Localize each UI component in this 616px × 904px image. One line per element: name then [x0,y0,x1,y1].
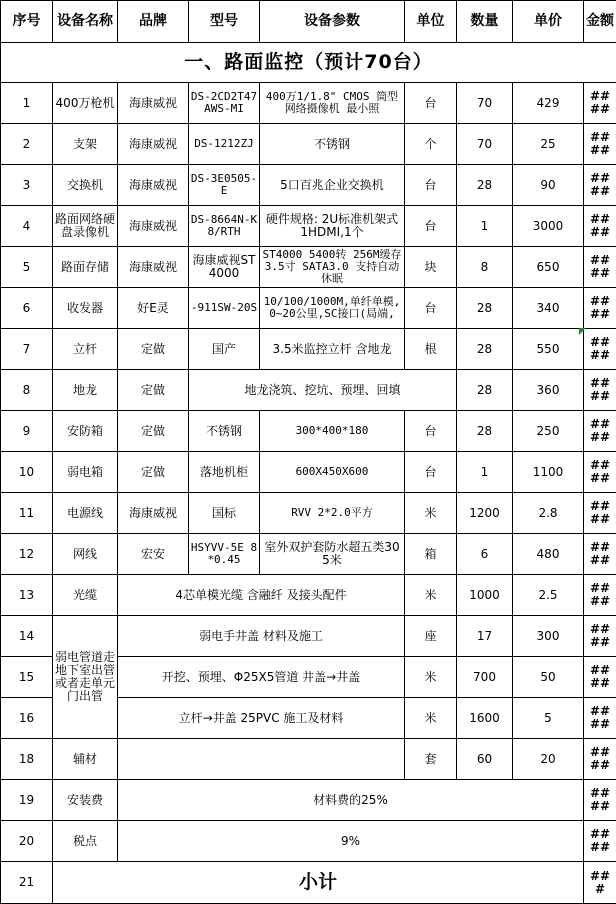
cell-name[interactable]: 路面网络硬盘录像机 [53,206,118,247]
table-row [1,247,616,288]
cell-name[interactable]: 交换机 [53,165,118,206]
cell-amount[interactable]: #### [584,534,616,575]
cell-no[interactable]: 13 [1,575,53,616]
cell-price[interactable]: 2.5 [513,575,584,616]
cell-unit[interactable]: 根 [405,329,457,370]
table-row [1,329,616,370]
cell-name[interactable]: 支架 [53,124,118,165]
cell-name[interactable]: 弱电箱 [53,452,118,493]
cell-name[interactable]: 400万枪机 [53,83,118,124]
cell-no[interactable]: 2 [1,124,53,165]
header-row [1,1,616,43]
cell-brand[interactable]: 宏安 [118,534,189,575]
table-row [1,206,616,247]
cell-unit[interactable]: 套 [405,739,457,780]
cell-spec[interactable]: 硬件规格: 2U标准机架式 1HDMI,1个 [260,206,405,247]
cell-no[interactable]: 8 [1,370,53,411]
cell-price[interactable]: 90 [513,165,584,206]
cell-amount[interactable]: #### [584,370,616,411]
cell-name[interactable]: 税点 [53,821,118,862]
cell-amount[interactable]: #### [584,657,616,698]
cell-unit[interactable]: 座 [405,616,457,657]
cell-spec[interactable]: 5口百兆企业交换机 [260,165,405,206]
cell-name[interactable]: 网线 [53,534,118,575]
cell-name[interactable]: 安防箱 [53,411,118,452]
cell-model[interactable]: DS-3E0505-E [189,165,260,206]
cell-brand[interactable]: 海康威视 [118,165,189,206]
cell-amount[interactable]: #### [584,288,616,329]
cell-unit[interactable]: 台 [405,206,457,247]
table-row [1,165,616,206]
comment-flag-icon [579,328,586,335]
header-cell[interactable]: 序号 [1,1,53,43]
cell-unit[interactable]: 台 [405,452,457,493]
table-row [1,288,616,329]
cell-price[interactable]: 340 [513,288,584,329]
cell-brand[interactable]: 海康威视 [118,124,189,165]
cell-amount[interactable]: #### [584,493,616,534]
table-row [1,411,616,452]
cell-unit[interactable]: 台 [405,288,457,329]
cell-unit[interactable]: 个 [405,124,457,165]
cell-merged-desc[interactable]: 弱电手井盖 材料及施工 [118,616,405,657]
subtotal-row [1,862,616,904]
cell-no[interactable]: 7 [1,329,53,370]
cell-no[interactable]: 14 [1,616,53,657]
cell-price[interactable]: 250 [513,411,584,452]
cell-price[interactable]: 3000 [513,206,584,247]
cell-model[interactable]: 海康威视ST4000 [189,247,260,288]
cell-no[interactable]: 20 [1,821,53,862]
cell-price[interactable]: 20 [513,739,584,780]
cell-unit[interactable]: 箱 [405,534,457,575]
cell-merged-desc[interactable] [118,739,405,780]
cell-merged-desc[interactable]: 4芯单模光缆 含融纤 及接头配件 [118,575,405,616]
cell-no[interactable]: 16 [1,698,53,739]
cell-name[interactable]: 电源线 [53,493,118,534]
cell-name[interactable]: 安装费 [53,780,118,821]
cell-amount[interactable]: #### [584,821,616,862]
table-row [1,83,616,124]
cell-spec[interactable]: ST4000 5400转 256M缓存 3.5寸 SATA3.0 支持自动休眠 [260,247,405,288]
cell-unit[interactable]: 块 [405,247,457,288]
cell-unit[interactable]: 台 [405,83,457,124]
header-cell[interactable]: 设备名称 [53,1,118,43]
cell-qty[interactable]: 28 [457,411,513,452]
cell-amount[interactable]: #### [584,83,616,124]
section-row [1,43,616,83]
cell-no[interactable]: 5 [1,247,53,288]
header-cell[interactable]: 金额 [584,1,616,43]
cell-amount[interactable]: #### [584,247,616,288]
cell-price[interactable]: 550 [513,329,584,370]
header-cell[interactable]: 数量 [457,1,513,43]
header-cell[interactable]: 单价 [513,1,584,43]
cell-price[interactable]: 2.8 [513,493,584,534]
cell-qty[interactable]: 1600 [457,698,513,739]
cell-model[interactable]: 国标 [189,493,260,534]
cell-qty[interactable]: 1 [457,206,513,247]
cell-qty[interactable]: 1000 [457,575,513,616]
cell-no[interactable]: 6 [1,288,53,329]
cell-model[interactable]: DS-8664N-K8/RTH [189,206,260,247]
cell-qty[interactable]: 6 [457,534,513,575]
cell-spec[interactable]: RVV 2*2.0平方 [260,493,405,534]
cell-unit[interactable]: 米 [405,698,457,739]
cell-model[interactable]: 落地机柜 [189,452,260,493]
cell-name-group[interactable]: 弱电管道走地下室出管或者走单元门出管 [53,616,118,739]
cell-model[interactable]: DS-1212ZJ [189,124,260,165]
cell-name[interactable]: 收发器 [53,288,118,329]
cell-amount[interactable]: #### [584,739,616,780]
cell-model[interactable]: 不锈钢 [189,411,260,452]
cell-merged-desc[interactable]: 9% [118,821,584,862]
cell-merged-desc[interactable]: 开挖、预埋、Φ25X5管道 井盖→井盖 [118,657,405,698]
cell-amount[interactable]: #### [584,165,616,206]
cell-brand[interactable]: 定做 [118,452,189,493]
cell-no[interactable]: 12 [1,534,53,575]
header-cell[interactable]: 型号 [189,1,260,43]
cell-name[interactable]: 光缆 [53,575,118,616]
cell-brand[interactable]: 海康威视 [118,493,189,534]
cell-unit[interactable]: 台 [405,165,457,206]
cell-merged-desc[interactable]: 材料费的25% [118,780,584,821]
header-cell[interactable]: 设备参数 [260,1,405,43]
cell-unit[interactable]: 米 [405,657,457,698]
cell-price[interactable]: 1100 [513,452,584,493]
cell-qty[interactable]: 60 [457,739,513,780]
cell-merged-desc[interactable]: 地龙浇筑、挖坑、预埋、回填 [189,370,457,411]
cell-qty[interactable]: 17 [457,616,513,657]
cell-unit[interactable]: 台 [405,411,457,452]
table-row [1,616,616,657]
cell-amount[interactable]: #### [584,452,616,493]
cell-price[interactable]: 429 [513,83,584,124]
cell-qty[interactable]: 70 [457,83,513,124]
cell-model[interactable]: HSYVV-5E 8*0.45 [189,534,260,575]
table-row [1,452,616,493]
cell-price[interactable]: 5 [513,698,584,739]
cell-spec[interactable]: 不锈钢 [260,124,405,165]
cell-amount[interactable]: #### [584,411,616,452]
table-row [1,575,616,616]
cell-qty[interactable]: 70 [457,124,513,165]
cell-amount[interactable]: #### [584,575,616,616]
cell-price[interactable]: 480 [513,534,584,575]
cell-unit[interactable]: 米 [405,493,457,534]
cell-no[interactable]: 18 [1,739,53,780]
cell-qty[interactable]: 28 [457,288,513,329]
cell-brand[interactable]: 海康威视 [118,83,189,124]
cell-no[interactable]: 11 [1,493,53,534]
cell-qty[interactable]: 1200 [457,493,513,534]
cell-brand[interactable]: 海康威视 [118,206,189,247]
cell-spec[interactable]: 10/100/1000M,单纤单模,0~20公里,SC接口(局端, [260,288,405,329]
cell-spec[interactable]: 300*400*180 [260,411,405,452]
cell-price[interactable]: 25 [513,124,584,165]
cell-model[interactable]: -911SW-20S [189,288,260,329]
cell-price[interactable]: 360 [513,370,584,411]
cell-model[interactable]: DS-2CD2T47AWS-MI [189,83,260,124]
table-row [1,739,616,780]
cell-merged-desc[interactable]: 立杆→井盖 25PVC 施工及材料 [118,698,405,739]
cell-spec[interactable]: 室外双护套防水超五类305米 [260,534,405,575]
table-row [1,821,616,862]
cell-brand[interactable]: 好E灵 [118,288,189,329]
cell-no[interactable]: 9 [1,411,53,452]
table-row [1,493,616,534]
cell-model[interactable]: 国产 [189,329,260,370]
cell-brand[interactable]: 定做 [118,411,189,452]
cell-no[interactable]: 15 [1,657,53,698]
cell-no[interactable]: 1 [1,83,53,124]
subtotal-label[interactable]: 小计 [53,862,584,904]
cell-price[interactable]: 50 [513,657,584,698]
table-row [1,534,616,575]
cell-spec[interactable]: 600X450X600 [260,452,405,493]
cell-price[interactable]: 650 [513,247,584,288]
cell-name[interactable]: 路面存储 [53,247,118,288]
cell-brand[interactable]: 定做 [118,370,189,411]
cell-no[interactable]: 10 [1,452,53,493]
cell-qty[interactable]: 8 [457,247,513,288]
cell-brand[interactable]: 定做 [118,329,189,370]
table-row [1,124,616,165]
subtotal-amount[interactable]: ### [584,862,616,904]
cell-qty[interactable]: 28 [457,165,513,206]
cell-amount[interactable]: #### [584,616,616,657]
cell-name[interactable]: 地龙 [53,370,118,411]
section-title[interactable]: 一、路面监控（预计70台） [1,43,616,83]
cell-amount[interactable]: #### [584,780,616,821]
table-row [1,780,616,821]
cell-price[interactable]: 300 [513,616,584,657]
cell-name[interactable]: 立杆 [53,329,118,370]
cell-no[interactable]: 19 [1,780,53,821]
cell-name[interactable]: 辅材 [53,739,118,780]
cell-amount[interactable]: #### [584,329,616,370]
cell-spec[interactable]: 3.5米监控立杆 含地龙 [260,329,405,370]
cell-qty[interactable]: 700 [457,657,513,698]
header-cell[interactable]: 单位 [405,1,457,43]
cell-brand[interactable]: 海康威视 [118,247,189,288]
cell-no[interactable]: 4 [1,206,53,247]
cell-amount[interactable]: #### [584,206,616,247]
cell-qty[interactable]: 1 [457,452,513,493]
cell-amount[interactable]: #### [584,698,616,739]
cell-amount[interactable]: #### [584,124,616,165]
cell-unit[interactable]: 米 [405,575,457,616]
cell-spec[interactable]: 400万1/1.8" CMOS 筒型网络摄像机 最小照 [260,83,405,124]
cell-qty[interactable]: 28 [457,329,513,370]
cell-no[interactable]: 21 [1,862,53,904]
cell-no[interactable]: 3 [1,165,53,206]
header-cell[interactable]: 品牌 [118,1,189,43]
cell-qty[interactable]: 28 [457,370,513,411]
table-row [1,370,616,411]
